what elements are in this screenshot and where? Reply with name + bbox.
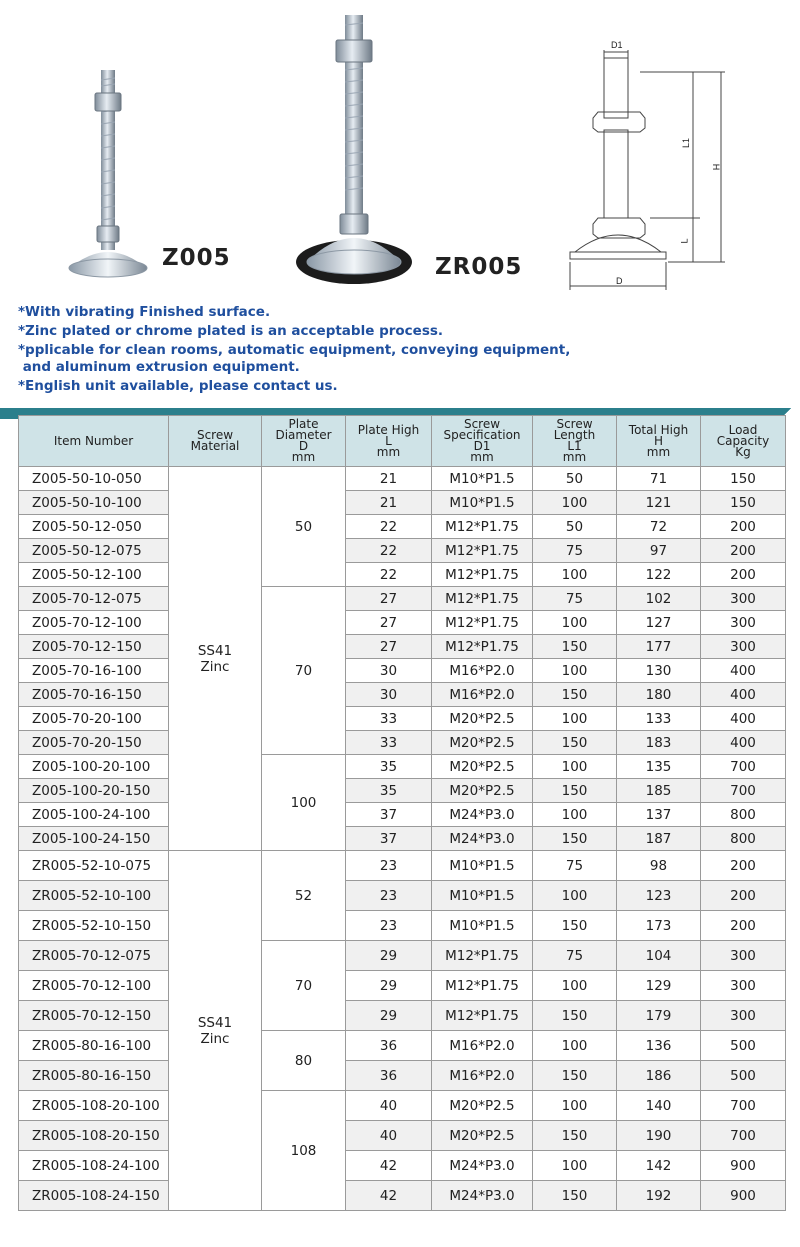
table-row [19, 971, 786, 1001]
plate-high-cell: 27 [346, 587, 432, 611]
item-number-cell: ZR005-80-16-100 [19, 1031, 169, 1061]
table-row [19, 1121, 786, 1151]
screw-length-cell: 100 [533, 1151, 617, 1181]
header-screw-material: Screw Material [169, 416, 262, 467]
note-4: *English unit available, please contact us. [18, 378, 338, 394]
header-screw-spec: Screw Specification D1 mm [432, 416, 533, 467]
header-plate-high: Plate High L mm [346, 416, 432, 467]
total-high-cell: 72 [617, 515, 701, 539]
screw-spec-cell: M20*P2.5 [432, 1121, 533, 1151]
screw-spec-cell: M12*P1.75 [432, 515, 533, 539]
table-row [19, 1181, 786, 1211]
load-capacity-cell: 400 [701, 659, 786, 683]
total-high-cell: 135 [617, 755, 701, 779]
note-2: *Zinc plated or chrome plated is an acceptable process. [18, 323, 444, 339]
screw-length-cell: 100 [533, 971, 617, 1001]
load-capacity-cell: 400 [701, 731, 786, 755]
plate-high-cell: 40 [346, 1091, 432, 1121]
zr005-label: ZR005 [435, 254, 523, 280]
plate-high-cell: 36 [346, 1031, 432, 1061]
load-capacity-cell: 900 [701, 1151, 786, 1181]
item-number-cell: ZR005-52-10-100 [19, 881, 169, 911]
table-row [19, 491, 786, 515]
item-number-cell: Z005-50-10-100 [19, 491, 169, 515]
load-capacity-cell: 200 [701, 911, 786, 941]
total-high-cell: 173 [617, 911, 701, 941]
plate-high-cell: 40 [346, 1121, 432, 1151]
plate-high-cell: 27 [346, 635, 432, 659]
screw-spec-cell: M10*P1.5 [432, 851, 533, 881]
plate-high-cell: 42 [346, 1181, 432, 1211]
screw-spec-cell: M10*P1.5 [432, 911, 533, 941]
table-row [19, 635, 786, 659]
dim-h: H [711, 163, 722, 171]
product-illustrations [0, 0, 800, 300]
plate-high-cell: 33 [346, 731, 432, 755]
screw-spec-cell: M24*P3.0 [432, 827, 533, 851]
screw-length-cell: 150 [533, 827, 617, 851]
total-high-cell: 127 [617, 611, 701, 635]
screw-length-cell: 150 [533, 731, 617, 755]
screw-spec-cell: M10*P1.5 [432, 881, 533, 911]
load-capacity-cell: 400 [701, 683, 786, 707]
total-high-cell: 177 [617, 635, 701, 659]
load-capacity-cell: 300 [701, 611, 786, 635]
plate-high-cell: 30 [346, 659, 432, 683]
plate-diameter-cell: 80 [262, 1031, 346, 1091]
plate-diameter-cell: 100 [262, 755, 346, 851]
total-high-cell: 122 [617, 563, 701, 587]
total-high-cell: 142 [617, 1151, 701, 1181]
item-number-cell: ZR005-52-10-075 [19, 851, 169, 881]
note-3-continued: and aluminum extrusion equipment. [18, 359, 300, 375]
plate-diameter-cell: 70 [262, 941, 346, 1031]
screw-length-cell: 100 [533, 881, 617, 911]
total-high-cell: 186 [617, 1061, 701, 1091]
load-capacity-cell: 500 [701, 1061, 786, 1091]
table-row [19, 941, 786, 971]
screw-spec-cell: M24*P3.0 [432, 1151, 533, 1181]
dimension-drawing [570, 50, 725, 290]
screw-length-cell: 100 [533, 803, 617, 827]
screw-length-cell: 150 [533, 779, 617, 803]
screw-length-cell: 100 [533, 1091, 617, 1121]
load-capacity-cell: 700 [701, 1091, 786, 1121]
total-high-cell: 140 [617, 1091, 701, 1121]
table-row [19, 563, 786, 587]
screw-length-cell: 100 [533, 611, 617, 635]
table-row [19, 611, 786, 635]
screw-spec-cell: M16*P2.0 [432, 683, 533, 707]
load-capacity-cell: 200 [701, 515, 786, 539]
item-number-cell: ZR005-108-20-100 [19, 1091, 169, 1121]
table-row [19, 1031, 786, 1061]
screw-spec-cell: M16*P2.0 [432, 659, 533, 683]
screw-length-cell: 100 [533, 755, 617, 779]
table-row [19, 911, 786, 941]
load-capacity-cell: 700 [701, 1121, 786, 1151]
z005-photo [69, 70, 147, 277]
plate-high-cell: 22 [346, 515, 432, 539]
screw-spec-cell: M20*P2.5 [432, 731, 533, 755]
load-capacity-cell: 200 [701, 851, 786, 881]
load-capacity-cell: 200 [701, 881, 786, 911]
screw-length-cell: 75 [533, 539, 617, 563]
table-row [19, 881, 786, 911]
plate-diameter-cell: 108 [262, 1091, 346, 1211]
plate-high-cell: 35 [346, 779, 432, 803]
screw-length-cell: 150 [533, 911, 617, 941]
load-capacity-cell: 400 [701, 707, 786, 731]
total-high-cell: 130 [617, 659, 701, 683]
notes [18, 304, 788, 395]
plate-high-cell: 23 [346, 911, 432, 941]
screw-length-cell: 100 [533, 707, 617, 731]
plate-high-cell: 30 [346, 683, 432, 707]
item-number-cell: Z005-100-20-150 [19, 779, 169, 803]
plate-diameter-cell: 70 [262, 587, 346, 755]
screw-length-cell: 75 [533, 941, 617, 971]
screw-length-cell: 150 [533, 1121, 617, 1151]
item-number-cell: Z005-50-12-050 [19, 515, 169, 539]
header-plate-diameter: Plate Diameter D mm [262, 416, 346, 467]
note-1: *With vibrating Finished surface. [18, 304, 271, 320]
plate-high-cell: 33 [346, 707, 432, 731]
table-row [19, 827, 786, 851]
plate-high-cell: 23 [346, 851, 432, 881]
screw-spec-cell: M20*P2.5 [432, 755, 533, 779]
screw-length-cell: 100 [533, 659, 617, 683]
item-number-cell: Z005-70-16-100 [19, 659, 169, 683]
screw-spec-cell: M24*P3.0 [432, 1181, 533, 1211]
item-number-cell: Z005-70-12-075 [19, 587, 169, 611]
item-number-cell: Z005-50-12-100 [19, 563, 169, 587]
screw-length-cell: 75 [533, 851, 617, 881]
table-row [19, 467, 786, 491]
total-high-cell: 133 [617, 707, 701, 731]
plate-high-cell: 21 [346, 491, 432, 515]
total-high-cell: 98 [617, 851, 701, 881]
table-row [19, 1151, 786, 1181]
screw-spec-cell: M12*P1.75 [432, 941, 533, 971]
item-number-cell: Z005-70-16-150 [19, 683, 169, 707]
plate-diameter-cell: 50 [262, 467, 346, 587]
screw-material-cell: SS41 Zinc [169, 851, 262, 1211]
screw-spec-cell: M20*P2.5 [432, 707, 533, 731]
z005-label: Z005 [162, 245, 231, 271]
screw-spec-cell: M10*P1.5 [432, 467, 533, 491]
item-number-cell: Z005-70-20-150 [19, 731, 169, 755]
spec-table [18, 415, 786, 1211]
load-capacity-cell: 200 [701, 539, 786, 563]
item-number-cell: Z005-100-24-100 [19, 803, 169, 827]
item-number-cell: Z005-70-12-150 [19, 635, 169, 659]
total-high-cell: 121 [617, 491, 701, 515]
table-row [19, 539, 786, 563]
screw-spec-cell: M12*P1.75 [432, 587, 533, 611]
total-high-cell: 180 [617, 683, 701, 707]
table-row [19, 707, 786, 731]
load-capacity-cell: 500 [701, 1031, 786, 1061]
plate-high-cell: 29 [346, 1001, 432, 1031]
screw-length-cell: 150 [533, 683, 617, 707]
dim-d: D [616, 276, 623, 286]
load-capacity-cell: 800 [701, 803, 786, 827]
total-high-cell: 179 [617, 1001, 701, 1031]
total-high-cell: 137 [617, 803, 701, 827]
item-number-cell: ZR005-108-24-100 [19, 1151, 169, 1181]
screw-length-cell: 100 [533, 491, 617, 515]
plate-high-cell: 35 [346, 755, 432, 779]
screw-material-cell: SS41 Zinc [169, 467, 262, 851]
total-high-cell: 183 [617, 731, 701, 755]
table-row [19, 683, 786, 707]
item-number-cell: Z005-70-12-100 [19, 611, 169, 635]
total-high-cell: 104 [617, 941, 701, 971]
table-row [19, 515, 786, 539]
total-high-cell: 187 [617, 827, 701, 851]
item-number-cell: ZR005-108-24-150 [19, 1181, 169, 1211]
item-number-cell: ZR005-80-16-150 [19, 1061, 169, 1091]
zr005-photo [296, 15, 412, 284]
screw-spec-cell: M12*P1.75 [432, 971, 533, 1001]
load-capacity-cell: 300 [701, 587, 786, 611]
table-row [19, 851, 786, 881]
item-number-cell: ZR005-108-20-150 [19, 1121, 169, 1151]
total-high-cell: 71 [617, 467, 701, 491]
total-high-cell: 192 [617, 1181, 701, 1211]
screw-spec-cell: M20*P2.5 [432, 779, 533, 803]
table-row [19, 755, 786, 779]
item-number-cell: ZR005-70-12-150 [19, 1001, 169, 1031]
total-high-cell: 190 [617, 1121, 701, 1151]
total-high-cell: 123 [617, 881, 701, 911]
screw-length-cell: 150 [533, 1181, 617, 1211]
total-high-cell: 97 [617, 539, 701, 563]
item-number-cell: Z005-100-24-150 [19, 827, 169, 851]
table-row [19, 1091, 786, 1121]
load-capacity-cell: 800 [701, 827, 786, 851]
dim-l: L [679, 238, 690, 244]
load-capacity-cell: 150 [701, 491, 786, 515]
plate-high-cell: 27 [346, 611, 432, 635]
screw-length-cell: 50 [533, 515, 617, 539]
screw-spec-cell: M10*P1.5 [432, 491, 533, 515]
screw-spec-cell: M20*P2.5 [432, 1091, 533, 1121]
screw-length-cell: 150 [533, 1061, 617, 1091]
note-3: *pplicable for clean rooms, automatic equipment, conveying equipment, [18, 342, 571, 358]
table-body [19, 467, 786, 1211]
item-number-cell: ZR005-70-12-075 [19, 941, 169, 971]
item-number-cell: Z005-100-20-100 [19, 755, 169, 779]
screw-length-cell: 100 [533, 1031, 617, 1061]
item-number-cell: ZR005-52-10-150 [19, 911, 169, 941]
screw-length-cell: 100 [533, 563, 617, 587]
screw-length-cell: 150 [533, 635, 617, 659]
plate-high-cell: 42 [346, 1151, 432, 1181]
item-number-cell: Z005-70-20-100 [19, 707, 169, 731]
load-capacity-cell: 150 [701, 467, 786, 491]
plate-high-cell: 29 [346, 941, 432, 971]
load-capacity-cell: 300 [701, 1001, 786, 1031]
table-row [19, 659, 786, 683]
table-row [19, 779, 786, 803]
screw-spec-cell: M12*P1.75 [432, 611, 533, 635]
product-images [0, 0, 800, 300]
screw-length-cell: 150 [533, 1001, 617, 1031]
screw-spec-cell: M16*P2.0 [432, 1031, 533, 1061]
plate-high-cell: 36 [346, 1061, 432, 1091]
screw-spec-cell: M12*P1.75 [432, 539, 533, 563]
load-capacity-cell: 300 [701, 635, 786, 659]
table-row [19, 1061, 786, 1091]
header-screw-length: Screw Length L1 mm [533, 416, 617, 467]
plate-diameter-cell: 52 [262, 851, 346, 941]
screw-spec-cell: M12*P1.75 [432, 563, 533, 587]
item-number-cell: Z005-50-10-050 [19, 467, 169, 491]
screw-spec-cell: M24*P3.0 [432, 803, 533, 827]
total-high-cell: 136 [617, 1031, 701, 1061]
header-item-number: Item Number [19, 416, 169, 467]
header-load-capacity: Load Capacity Kg [701, 416, 786, 467]
load-capacity-cell: 200 [701, 563, 786, 587]
table-row [19, 587, 786, 611]
total-high-cell: 102 [617, 587, 701, 611]
screw-length-cell: 50 [533, 467, 617, 491]
table-header-row [19, 416, 786, 467]
header-total-high: Total High H mm [617, 416, 701, 467]
table-row [19, 1001, 786, 1031]
load-capacity-cell: 300 [701, 941, 786, 971]
load-capacity-cell: 700 [701, 755, 786, 779]
item-number-cell: Z005-50-12-075 [19, 539, 169, 563]
plate-high-cell: 37 [346, 827, 432, 851]
table-row [19, 731, 786, 755]
total-high-cell: 185 [617, 779, 701, 803]
plate-high-cell: 23 [346, 881, 432, 911]
screw-spec-cell: M16*P2.0 [432, 1061, 533, 1091]
load-capacity-cell: 700 [701, 779, 786, 803]
dim-l1: L1 [681, 137, 692, 149]
screw-length-cell: 75 [533, 587, 617, 611]
screw-spec-cell: M12*P1.75 [432, 1001, 533, 1031]
table-row [19, 803, 786, 827]
plate-high-cell: 29 [346, 971, 432, 1001]
plate-high-cell: 22 [346, 539, 432, 563]
load-capacity-cell: 900 [701, 1181, 786, 1211]
screw-spec-cell: M12*P1.75 [432, 635, 533, 659]
plate-high-cell: 22 [346, 563, 432, 587]
dim-d1: D1 [611, 40, 623, 50]
plate-high-cell: 21 [346, 467, 432, 491]
item-number-cell: ZR005-70-12-100 [19, 971, 169, 1001]
load-capacity-cell: 300 [701, 971, 786, 1001]
total-high-cell: 129 [617, 971, 701, 1001]
plate-high-cell: 37 [346, 803, 432, 827]
